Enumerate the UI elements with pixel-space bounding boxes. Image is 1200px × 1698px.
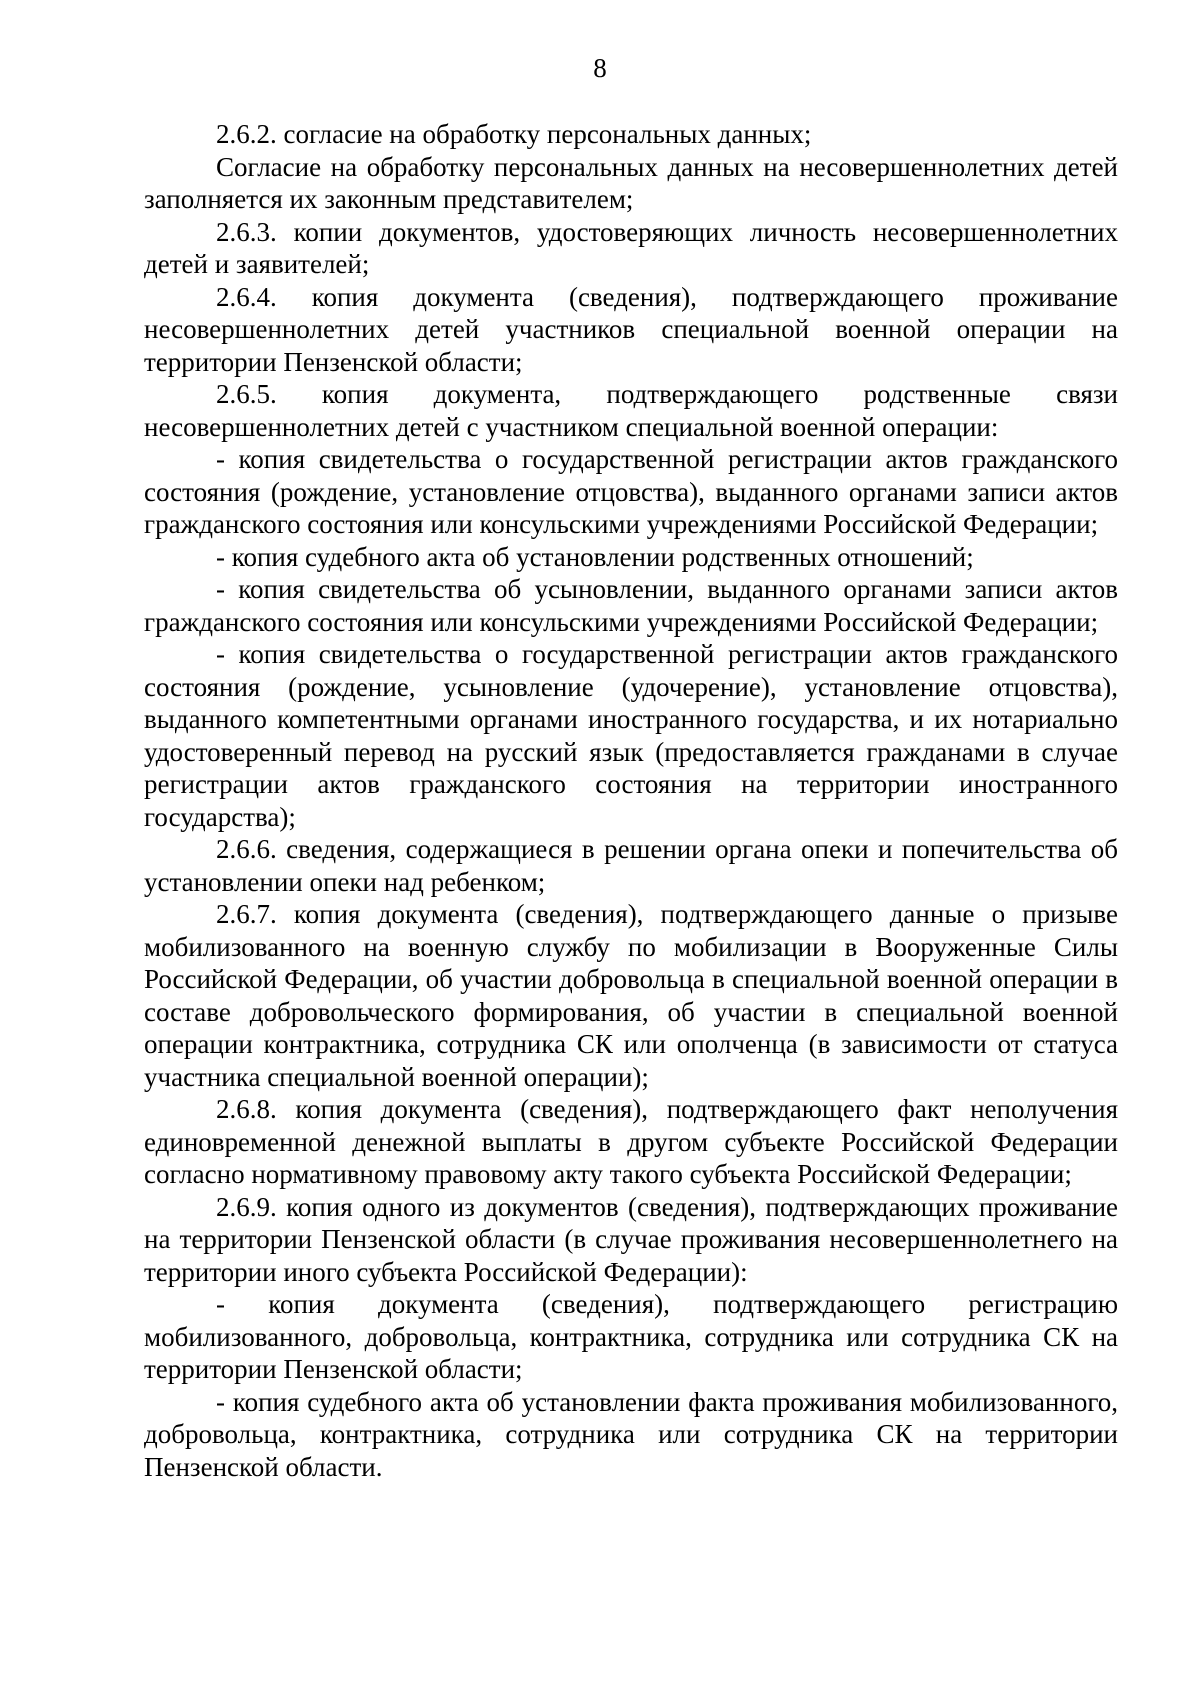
list-item-registration: - копия документа (сведения), подтверждающего регистрацию мобилизованного, добровольца, контрактника, сотрудника или сотрудника СК на территории Пензенской области; [144,1289,1118,1384]
paragraph-2-6-8: 2.6.8. копия документа (сведения), подтверждающего факт неполучения единовременной денежной выплаты в другом субъекте Российской Федерации согласно нормативному правовому акту такого субъекта Российской Федерации; [144,1094,1118,1189]
paragraph-2-6-6: 2.6.6. сведения, содержащиеся в решении органа опеки и попечительства об установлении опеки над ребенком; [144,834,1118,897]
list-item-court-act-kinship: - копия судебного акта об установлении родственных отношений; [216,541,974,572]
list-item-birth-certificate: - копия свидетельства о государственной регистрации актов гражданского состояния (рождение, установление отцовства), выданного органами записи актов гражданского состояния или консульскими учреждениями Российской Федерации; [144,444,1118,539]
paragraph-2-6-3: 2.6.3. копии документов, удостоверяющих личность несовершеннолетних детей и заявителей; [144,216,1118,279]
paragraph-2-6-5: 2.6.5. копия документа, подтверждающего родственные связи несовершеннолетних детей с участником специальной военной операции: [144,379,1118,442]
paragraph-consent-note: Согласие на обработку персональных данных на несовершеннолетних детей заполняется их законным представителем; [144,151,1118,214]
list-item-foreign-certificate: - копия свидетельства о государственной регистрации актов гражданского состояния (рождение, усыновление (удочерение), установление отцовства), выданного компетентными органами иностранного государства, и их нотариально удостоверенный перевод на русский язык (предоставляется гражданами в случае регистрации актов гражданского состояния на территории иностранного государства); [144,639,1118,832]
page-number: 8 [593,53,607,83]
paragraph-2-6-2: 2.6.2. согласие на обработку персональных данных; [216,119,812,149]
document-body [144,118,1118,1483]
paragraph-2-6-9: 2.6.9. копия одного из документов (сведения), подтверждающих проживание на территории Пензенской области (в случае проживания несовершеннолетнего на территории иного субъекта Российской Федерации): [144,1191,1118,1287]
paragraph-2-6-7: 2.6.7. копия документа (сведения), подтверждающего данные о призыве мобилизованного на военную службу по мобилизации в Вооруженные Силы Российской Федерации, об участии добровольца в специальной военной операции в составе добровольческого формирования, об участии в специальной военной операции контрактника, сотрудника СК или ополченца (в зависимости от статуса участника специальной военной операции); [144,899,1118,1092]
list-item-adoption-certificate: - копия свидетельства об усыновлении, выданного органами записи актов гражданского состояния или консульскими учреждениями Российской Федерации; [144,574,1118,637]
list-item-court-act-residence: - копия судебного акта об установлении факта проживания мобилизованного, добровольца, контрактника, сотрудника или сотрудника СК на территории Пензенской области. [144,1386,1118,1482]
paragraph-2-6-4: 2.6.4. копия документа (сведения), подтверждающего проживание несовершеннолетних детей участников специальной военной операции на территории Пензенской области; [144,281,1118,377]
